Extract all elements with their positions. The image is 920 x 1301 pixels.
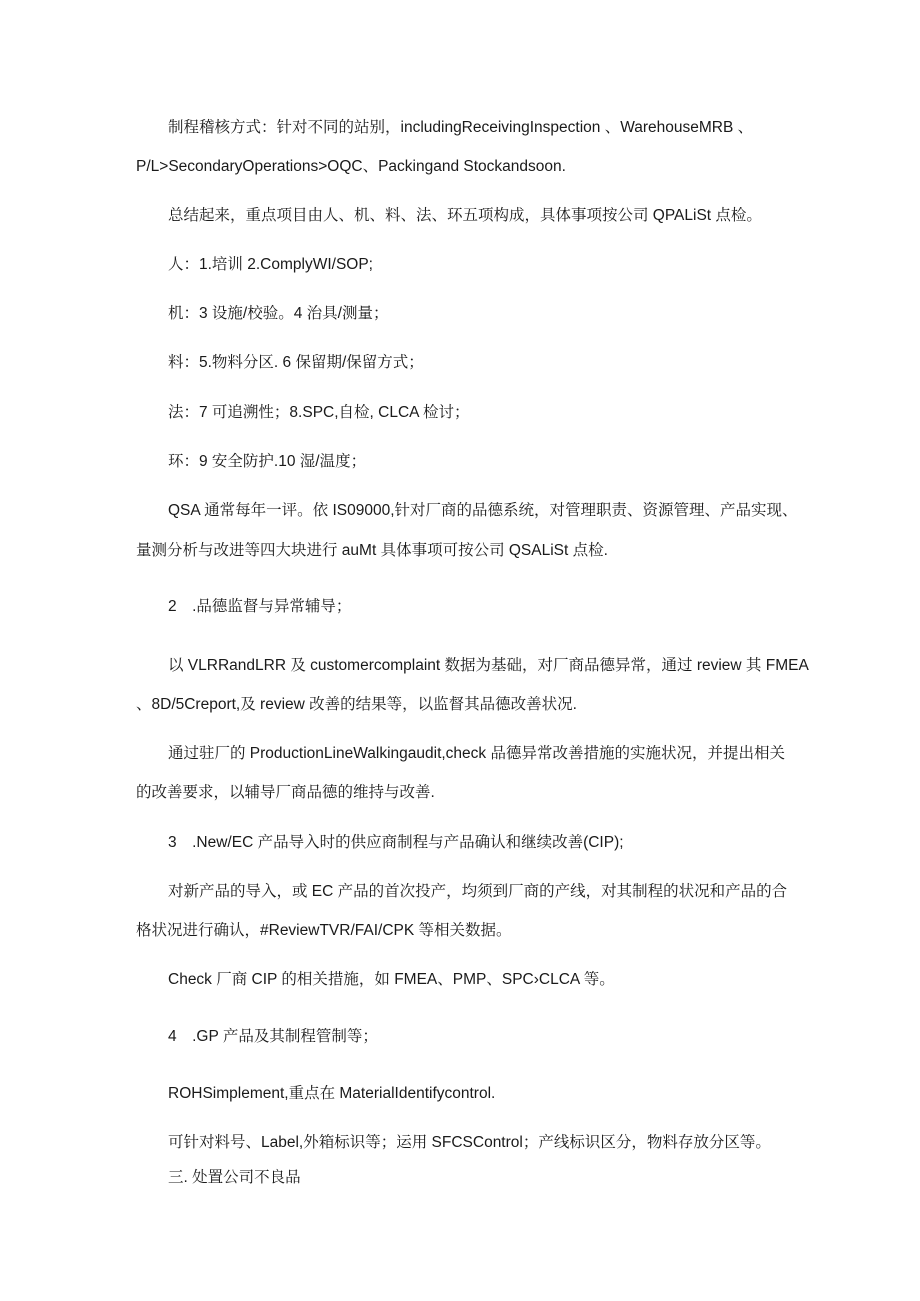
paragraph-line: 对新产品的导入，或 EC 产品的首次投产，均须到厂商的产线，对其制程的状况和产品的合 — [168, 883, 788, 900]
paragraph-line: 法：7 可追溯性；8.SPC,自检, CLCA 检讨； — [168, 404, 470, 421]
section-heading: 4 .GP 产品及其制程管制等； — [168, 1028, 378, 1045]
paragraph-line: 量测分析与改进等四大块进行 auMt 具体事项可按公司 QSALiSt 点检. — [136, 542, 608, 559]
paragraph-line: P/L>SecondaryOperations>OQC、Packingand Stockandsoon. — [136, 158, 566, 175]
paragraph-line: 、8D/5Creport,及 review 改善的结果等，以监督其品德改善状况. — [136, 696, 577, 713]
section-heading: 3 .New/EC 产品导入时的供应商制程与产品确认和继续改善(CIP); — [168, 834, 624, 851]
paragraph-line: 制程稽核方式：针对不同的站别，includingReceivingInspection 、WarehouseMRB 、 — [168, 119, 754, 136]
paragraph-line: 格状况进行确认，#ReviewTVR/FAI/CPK 等相关数据。 — [136, 922, 512, 939]
paragraph-line: Check 厂商 CIP 的相关措施，如 FMEA、PMP、SPC›CLCA 等。 — [168, 971, 615, 988]
paragraph-line: 人：1.培训 2.ComplyWI/SOP; — [168, 256, 373, 273]
paragraph-line: 料：5.物料分区. 6 保留期/保留方式； — [168, 354, 424, 371]
paragraph-line: 环：9 安全防护.10 湿/温度； — [168, 453, 367, 470]
paragraph-line: 可针对料号、Label,外箱标识等；运用 SFCSControl；产线标识区分，物料存放分区等。 — [168, 1134, 771, 1151]
paragraph-line: 总结起来，重点项目由人、机、料、法、环五项构成，具体事项按公司 QPALiSt 点检。 — [168, 207, 762, 224]
paragraph-line: 的改善要求，以辅导厂商品德的维持与改善. — [136, 784, 435, 801]
paragraph-line: 以 VLRRandLRR 及 customercomplaint 数据为基础，对厂商品德异常，通过 review 其 FMEA — [168, 657, 809, 674]
paragraph-line: ROHSimplement,重点在 MaterialIdentifycontrol. — [168, 1085, 496, 1102]
paragraph-line: 通过驻厂的 ProductionLineWalkingaudit,check 品德异常改善措施的实施状况，并提出相关 — [168, 745, 785, 762]
paragraph-line: 机：3 设施/校验。4 治具/测量； — [168, 305, 389, 322]
paragraph-line: QSA 通常每年一评。依 IS09000,针对厂商的品德系统，对管理职责、资源管理、产品实现、 — [168, 502, 798, 519]
section-heading: 三. 处置公司不良品 — [168, 1169, 301, 1186]
section-heading: 2 .品德监督与异常辅导； — [168, 598, 352, 615]
